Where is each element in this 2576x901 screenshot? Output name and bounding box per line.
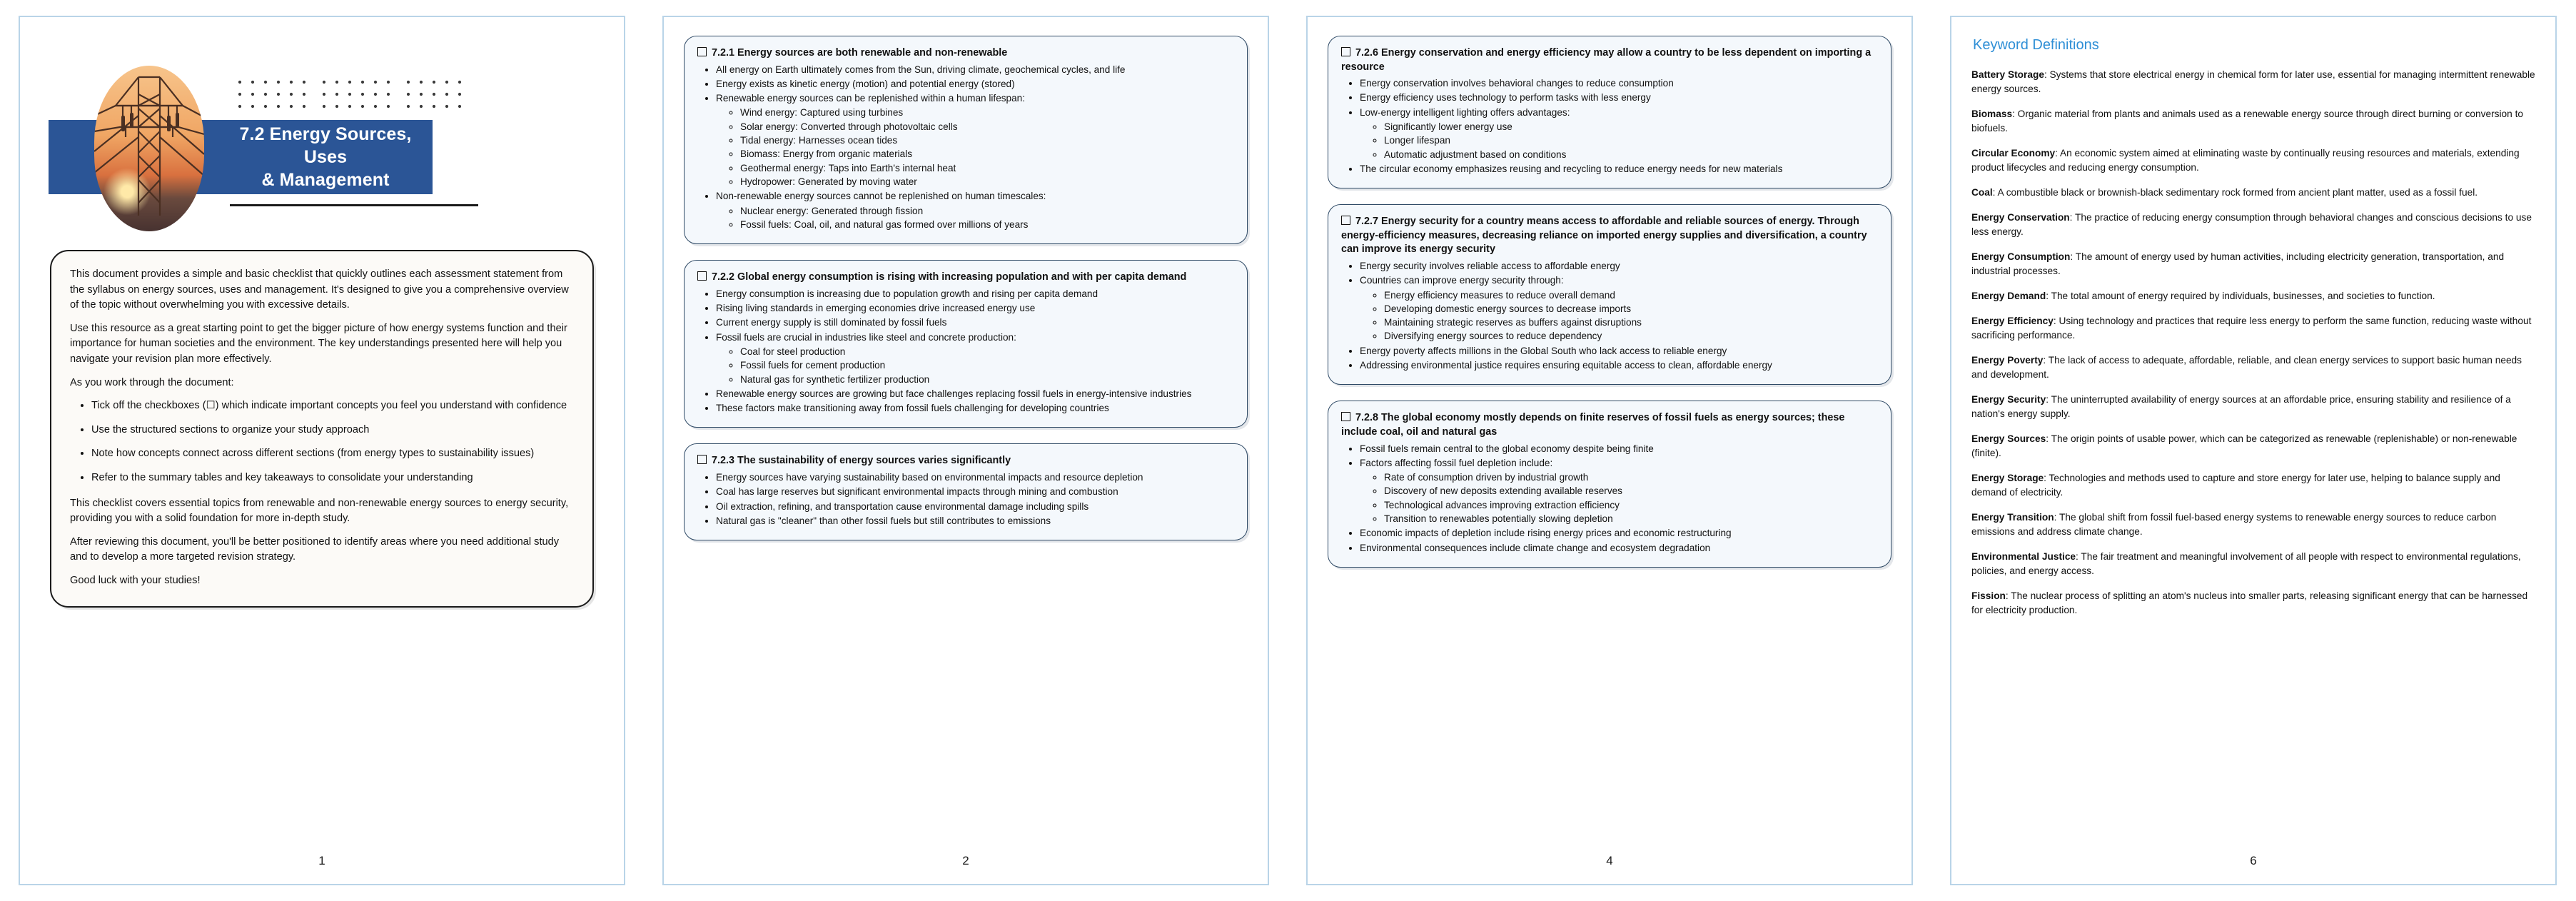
list-item: ◦ Fossil fuels: Coal, oil, and natural gas formed over millions of years [740, 218, 1234, 231]
keyword-definition-text: : The practice of reducing energy consumption through behavioral changes and conscious decisions to use less energy. [1971, 212, 2532, 237]
keyword-definition-entry [1971, 146, 2535, 175]
keyword-definition-text: : The lack of access to adequate, affordable, reliable, and clean energy services to support basic human needs and development. [1971, 355, 2522, 380]
checklist-card [684, 260, 1248, 428]
checklist-card [684, 443, 1248, 540]
keyword-definition-entry [1971, 250, 2535, 278]
list-item: ◦ Significantly lower energy use [1384, 120, 1878, 134]
keyword-definitions-heading: Keyword Definitions [1973, 37, 2099, 53]
page-2-content [662, 16, 1269, 885]
keyword-term: Circular Economy [1971, 148, 2056, 158]
checklist-card-group-page3 [1328, 36, 1891, 568]
keyword-term: Energy Consumption [1971, 251, 2071, 262]
list-item: • The circular economy emphasizes reusing and recycling to reduce energy needs for new materials [1360, 162, 1878, 176]
checklist-sub-bullet-list [716, 345, 1234, 386]
checklist-sub-bullet-list [1360, 120, 1878, 161]
list-item: • Coal has large reserves but significant environmental impacts through mining and combustion [716, 485, 1234, 498]
keyword-term: Biomass [1971, 109, 2013, 119]
list-item: • Energy sources have varying sustainability based on environmental impacts and resource depletion [716, 470, 1234, 484]
checklist-card [1328, 204, 1891, 385]
intro-card [50, 250, 594, 608]
checklist-card-group-page2 [684, 36, 1248, 540]
page-number: 6 [2250, 854, 2257, 867]
list-item: ◦ Geothermal energy: Taps into Earth's internal heat [740, 161, 1234, 175]
list-item: • Fossil fuels are crucial in industries like steel and concrete production: ◦ Coal for steel production ◦ Fossil fuels for cement production ◦ Natural gas for synthetic fertilizer production [716, 331, 1234, 386]
page-4-content [1950, 16, 2557, 885]
list-item: ◦ Biomass: Energy from organic materials [740, 147, 1234, 161]
list-item: • Economic impacts of depletion include rising energy prices and economic restructuring [1360, 526, 1878, 540]
checklist-card-title-text: 7.2.2 Global energy consumption is rising with increasing population and with per capita demand [712, 271, 1187, 283]
list-item: • Energy efficiency uses technology to perform tasks with less energy [1360, 91, 1878, 104]
list-item: • Low-energy intelligent lighting offers advantages: ◦ Significantly lower energy use ◦ Longer lifespan ◦ Automatic adjustment based on conditions [1360, 106, 1878, 161]
document-page-1 [0, 0, 644, 901]
checkbox-icon[interactable] [1341, 412, 1350, 421]
checkbox-icon[interactable] [1341, 216, 1350, 225]
list-item: • Renewable energy sources can be replenished within a human lifespan: ◦ Wind energy: Captured using turbines ◦ Solar energy: Converted through photovoltaic cells ◦ Tidal energy: Harnesses ocean tides ◦ Biomass: Energy from organic materials ◦ Geothermal energy: Taps into Earth's internal heat ◦ Hydropower: Generated by moving water [716, 91, 1234, 188]
checklist-card-title-text: 7.2.8 The global economy mostly depends on finite reserves of fossil fuels as energy sources; these include coal, oil and natural gas [1341, 412, 1845, 438]
document-page-2 [644, 0, 1288, 901]
keyword-definition-text: : A combustible black or brownish-black sedimentary rock formed from ancient plant matter, used as a fossil fuel. [1992, 187, 2478, 198]
checklist-card [684, 36, 1248, 244]
intro-paragraph-3: As you work through the document: [70, 376, 234, 388]
checklist-card-title [1341, 215, 1878, 257]
list-item: • Energy poverty affects millions in the Global South who lack access to reliable energy [1360, 344, 1878, 358]
checklist-sub-bullet-list [1360, 288, 1878, 343]
keyword-term: Energy Security [1971, 394, 2046, 405]
page-3-content [1306, 16, 1913, 885]
list-item: • All energy on Earth ultimately comes from the Sun, driving climate, geochemical cycles, and life [716, 63, 1234, 76]
list-item: ◦ Wind energy: Captured using turbines [740, 106, 1234, 119]
list-item: • Environmental consequences include climate change and ecosystem degradation [1360, 541, 1878, 555]
keyword-term: Environmental Justice [1971, 551, 2076, 562]
keyword-definition-entry [1971, 432, 2535, 460]
keyword-definition-entry [1971, 393, 2535, 421]
keyword-definition-text: : Technologies and methods used to capture and store energy for later use, helping to balance supply and demand of electricity. [1971, 473, 2500, 498]
keyword-definition-text: : Using technology and practices that require less energy to perform the same function, reducing waste without sacrificing performance. [1971, 316, 2532, 341]
list-item: • Use the structured sections to organize your study approach [91, 423, 574, 438]
checklist-sub-bullet-list [716, 106, 1234, 188]
page-number: 4 [1606, 854, 1613, 867]
list-item: ◦ Solar energy: Converted through photovoltaic cells [740, 120, 1234, 134]
keyword-definition-entry [1971, 211, 2535, 239]
keyword-definition-entry [1971, 510, 2535, 539]
page-number: 2 [962, 854, 969, 867]
keyword-definition-text: : An economic system aimed at eliminating waste by continually reusing resources and materials, extending product lifecycles and reducing energy consumption. [1971, 148, 2520, 173]
list-item: • Energy exists as kinetic energy (motion) and potential energy (stored) [716, 77, 1234, 91]
checklist-card-title [697, 271, 1234, 285]
title-underline-rule [230, 204, 478, 206]
keyword-term: Energy Demand [1971, 291, 2046, 301]
keyword-term: Energy Conservation [1971, 212, 2070, 223]
checklist-card-title-text: 7.2.3 The sustainability of energy sources varies significantly [712, 455, 1011, 467]
list-item: ◦ Automatic adjustment based on conditions [1384, 148, 1878, 161]
checklist-bullet-list [697, 63, 1234, 232]
checkbox-icon[interactable] [697, 455, 707, 464]
list-item: ◦ Natural gas for synthetic fertilizer production [740, 373, 1234, 386]
list-item: ◦ Developing domestic energy sources to decrease imports [1384, 302, 1878, 316]
list-item: ◦ Energy efficiency measures to reduce overall demand [1384, 288, 1878, 302]
list-item: • Tick off the checkboxes (☐) which indicate important concepts you feel you understand with confidence [91, 398, 574, 414]
intro-paragraph-6: Good luck with your studies! [70, 574, 201, 586]
checkbox-icon[interactable] [697, 271, 707, 281]
keyword-definition-text: : The origin points of usable power, which can be categorized as renewable (replenishable) or non-renewable (finite). [1971, 433, 2517, 458]
keyword-definition-text: : The total amount of energy required by individuals, businesses, and societies to function. [2046, 291, 2435, 301]
checkbox-icon[interactable] [1341, 47, 1350, 56]
page-title [221, 123, 430, 191]
checklist-bullet-list [697, 287, 1234, 416]
checklist-card-title-text: 7.2.6 Energy conservation and energy efficiency may allow a country to be less dependent on importing a resource [1341, 47, 1872, 73]
list-item: • Oil extraction, refining, and transportation cause environmental damage including spills [716, 500, 1234, 513]
list-item: ◦ Tidal energy: Harnesses ocean tides [740, 134, 1234, 147]
keyword-term: Energy Transition [1971, 512, 2054, 523]
list-item: ◦ Longer lifespan [1384, 134, 1878, 147]
list-item: • These factors make transitioning away from fossil fuels challenging for developing countries [716, 401, 1234, 415]
list-item: ◦ Fossil fuels for cement production [740, 358, 1234, 372]
keyword-term: Coal [1971, 187, 1993, 198]
list-item: ◦ Discovery of new deposits extending available reserves [1384, 484, 1878, 498]
page-title-line1: 7.2 Energy Sources, Uses [239, 124, 412, 167]
checklist-card-title [1341, 411, 1878, 439]
list-item: • Renewable energy sources are growing but face challenges replacing fossil fuels in energy-intensive industries [716, 387, 1234, 401]
list-item: • Countries can improve energy security through: ◦ Energy efficiency measures to reduce overall demand ◦ Developing domestic energy sources to decrease imports ◦ Maintaining strategic reserves as buffers against disruptions ◦ Diversifying energy sources to reduce dependency [1360, 273, 1878, 343]
list-item: ◦ Coal for steel production [740, 345, 1234, 358]
list-item: ◦ Rate of consumption driven by industrial growth [1384, 470, 1878, 484]
keyword-definition-entry [1971, 314, 2535, 343]
transmission-tower-icon [94, 66, 204, 231]
keyword-term: Energy Sources [1971, 433, 2046, 444]
checklist-bullet-list [1341, 442, 1878, 555]
checklist-card-title [697, 46, 1234, 61]
page-1-content [19, 16, 625, 885]
intro-paragraph-4: This checklist covers essential topics from renewable and non-renewable energy sources to energy security, providing you with a solid foundation for more in-depth study. [70, 497, 569, 525]
keyword-term: Energy Poverty [1971, 355, 2044, 366]
checklist-sub-bullet-list [1360, 470, 1878, 525]
keyword-term: Energy Efficiency [1971, 316, 2054, 326]
checklist-bullet-list [697, 470, 1234, 528]
keyword-definition-list [1971, 68, 2535, 618]
intro-paragraph-1: This document provides a simple and basic checklist that quickly outlines each assessment statement from the syllabus on energy sources, uses and management. It's designed to give you a comprehensive overview of the topic without overwhelming you with excessive details. [70, 268, 569, 311]
keyword-definition-text: : The amount of energy used by human activities, including electricity generation, transportation, and industrial processes. [1971, 251, 2505, 276]
intro-paragraph-2: Use this resource as a great starting point to get the bigger picture of how energy systems function and their importance for human societies and the environment. The key understandings presented here will help you navigate your revision plan more effectively. [70, 322, 567, 365]
checklist-sub-bullet-list [716, 204, 1234, 232]
list-item: ◦ Transition to renewables potentially slowing depletion [1384, 512, 1878, 525]
list-item: • Factors affecting fossil fuel depletion include: ◦ Rate of consumption driven by industrial growth ◦ Discovery of new deposits extending available reserves ◦ Technological advances improving extraction efficiency ◦ Transition to renewables potentially slowing depletion [1360, 456, 1878, 525]
list-item: • Natural gas is "cleaner" than other fossil fuels but still contributes to emissions [716, 514, 1234, 528]
keyword-definition-entry [1971, 471, 2535, 500]
document-page-4 [1931, 0, 2575, 901]
keyword-definition-entry [1971, 589, 2535, 618]
list-item: • Energy consumption is increasing due to population growth and rising per capita demand [716, 287, 1234, 301]
keyword-definition-entry [1971, 186, 2535, 200]
list-item: • Energy conservation involves behavioral changes to reduce consumption [1360, 76, 1878, 90]
keyword-definition-text: : The fair treatment and meaningful involvement of all people with respect to environmental regulations, policies, and energy access. [1971, 551, 2521, 576]
keyword-definition-entry [1971, 107, 2535, 136]
checklist-card-title-text: 7.2.7 Energy security for a country means access to affordable and reliable sources of energy. Through energy-efficiency measures, decreasing reliance on imported energy supplies and diversification, a country can improve its energy security [1341, 216, 1867, 256]
list-item: • Current energy supply is still dominated by fossil fuels [716, 316, 1234, 329]
list-item: • Fossil fuels remain central to the global economy despite being finite [1360, 442, 1878, 455]
checklist-card-title-text: 7.2.1 Energy sources are both renewable and non-renewable [712, 47, 1008, 59]
page-title-line2: & Management [261, 170, 390, 190]
pylon-sunset-image [94, 66, 204, 231]
list-item: ◦ Diversifying energy sources to reduce dependency [1384, 329, 1878, 343]
checklist-card [1328, 401, 1891, 568]
list-item: • Energy security involves reliable access to affordable energy [1360, 259, 1878, 273]
keyword-definition-entry [1971, 68, 2535, 96]
checklist-bullet-list [1341, 76, 1878, 176]
keyword-definition-text: : Organic material from plants and animals used as a renewable energy source through direct burning or conversion to biofuels. [1971, 109, 2523, 134]
checklist-card-title [1341, 46, 1878, 74]
keyword-definition-text: : The nuclear process of splitting an atom's nucleus into smaller parts, releasing significant energy that can be harnessed for electricity production. [1971, 590, 2528, 615]
title-banner [43, 40, 601, 204]
checklist-card [1328, 36, 1891, 188]
checklist-card-title [697, 454, 1234, 468]
keyword-definition-entry [1971, 353, 2535, 382]
intro-paragraph-5: After reviewing this document, you'll be better positioned to identify areas where you need additional study and to develop a more targeted revision strategy. [70, 535, 560, 563]
keyword-term: Fission [1971, 590, 2006, 601]
keyword-term: Energy Storage [1971, 473, 2044, 483]
list-item: • Non-renewable energy sources cannot be replenished on human timescales: ◦ Nuclear energy: Generated through fission ◦ Fossil fuels: Coal, oil, and natural gas formed over millions of years [716, 189, 1234, 231]
keyword-definition-text: : The global shift from fossil fuel-based energy systems to renewable energy sources to reduce carbon emissions and address climate change. [1971, 512, 2497, 537]
dot-grid-icon [237, 79, 473, 111]
list-item: ◦ Hydropower: Generated by moving water [740, 175, 1234, 188]
keyword-definition-entry [1971, 289, 2535, 303]
checklist-bullet-list [1341, 259, 1878, 372]
list-item: • Note how concepts connect across different sections (from energy types to sustainability issues) [91, 446, 574, 462]
keyword-definition-text: : The uninterrupted availability of energy sources at an affordable price, ensuring stability and resilience of a nation's energy supply. [1971, 394, 2511, 419]
keyword-definition-text: : Systems that store electrical energy in chemical form for later use, essential for managing intermittent renewable energy sources. [1971, 69, 2535, 94]
list-item: • Rising living standards in emerging economies drive increased energy use [716, 301, 1234, 315]
checkbox-icon[interactable] [697, 47, 707, 56]
list-item: • Refer to the summary tables and key takeaways to consolidate your understanding [91, 470, 574, 486]
keyword-definition-entry [1971, 550, 2535, 578]
keyword-term: Battery Storage [1971, 69, 2044, 80]
list-item: • Addressing environmental justice requires ensuring equitable access to clean, affordable energy [1360, 358, 1878, 372]
dot-grid-decoration [237, 79, 473, 111]
intro-bullet-list [70, 398, 574, 485]
list-item: ◦ Technological advances improving extraction efficiency [1384, 498, 1878, 512]
list-item: ◦ Maintaining strategic reserves as buffers against disruptions [1384, 316, 1878, 329]
list-item: ◦ Nuclear energy: Generated through fission [740, 204, 1234, 218]
page-number: 1 [318, 854, 325, 867]
document-page-3 [1288, 0, 1931, 901]
